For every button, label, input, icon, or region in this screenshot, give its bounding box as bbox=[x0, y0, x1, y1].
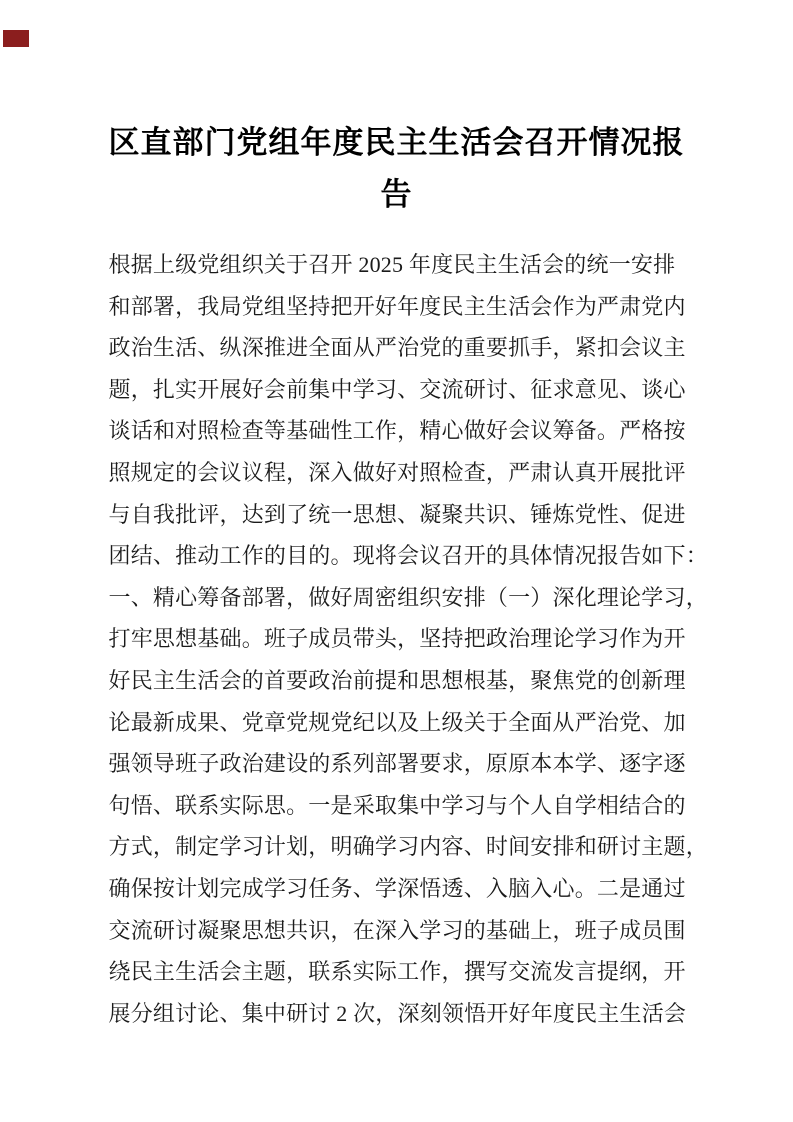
body-line: 句悟、联系实际思。一是采取集中学习与个人自学相结合的 bbox=[108, 792, 686, 818]
body-line: 题，扎实开展好会前集中学习、交流研讨、征求意见、谈心 bbox=[108, 376, 686, 402]
body-line: 交流研讨凝聚思想共识，在深入学习的基础上，班子成员围 bbox=[108, 917, 686, 943]
document-body bbox=[108, 244, 708, 1034]
body-line: 打牢思想基础。班子成员带头，坚持把政治理论学习作为开 bbox=[108, 626, 686, 652]
body-line: 好民主生活会的首要政治前提和思想根基，聚焦党的创新理 bbox=[108, 667, 686, 693]
title-line-1: 区直部门党组年度民主生活会召开情况报 bbox=[108, 125, 685, 160]
body-line: 展分组讨论、集中研讨 2 次，深刻领悟开好年度民主生活会 bbox=[108, 1000, 687, 1026]
body-line: 政治生活、纵深推进全面从严治党的重要抓手，紧扣会议主 bbox=[108, 335, 686, 361]
body-line: 与自我批评，达到了统一思想、凝聚共识、锤炼党性、促进 bbox=[108, 501, 686, 527]
corner-mark bbox=[3, 30, 29, 47]
body-line: 论最新成果、党章党规党纪以及上级关于全面从严治党、加 bbox=[108, 709, 686, 735]
body-line: 绕民主生活会主题，联系实际工作，撰写交流发言提纲，开 bbox=[108, 959, 686, 985]
body-line: 方式，制定学习计划，明确学习内容、时间安排和研讨主题， bbox=[108, 834, 708, 860]
title-line-2: 告 bbox=[380, 177, 413, 212]
body-line: 强领导班子政治建设的系列部署要求，原原本本学、逐字逐 bbox=[108, 751, 686, 777]
body-line: 根据上级党组织关于召开 2025 年度民主生活会的统一安排 bbox=[108, 252, 676, 277]
body-line: 团结、推动工作的目的。现将会议召开的具体情况报告如下： bbox=[108, 543, 708, 569]
body-line: 确保按计划完成学习任务、学深悟透、入脑入心。二是通过 bbox=[108, 875, 686, 901]
body-line: 一、精心筹备部署，做好周密组织安排（一）深化理论学习， bbox=[108, 584, 708, 610]
body-line: 照规定的会议议程，深入做好对照检查，严肃认真开展批评 bbox=[108, 459, 686, 485]
body-line: 谈话和对照检查等基础性工作，精心做好会议筹备。严格按 bbox=[108, 418, 686, 444]
body-line: 和部署，我局党组坚持把开好年度民主生活会作为严肃党内 bbox=[108, 293, 686, 319]
document-title bbox=[0, 0, 793, 221]
